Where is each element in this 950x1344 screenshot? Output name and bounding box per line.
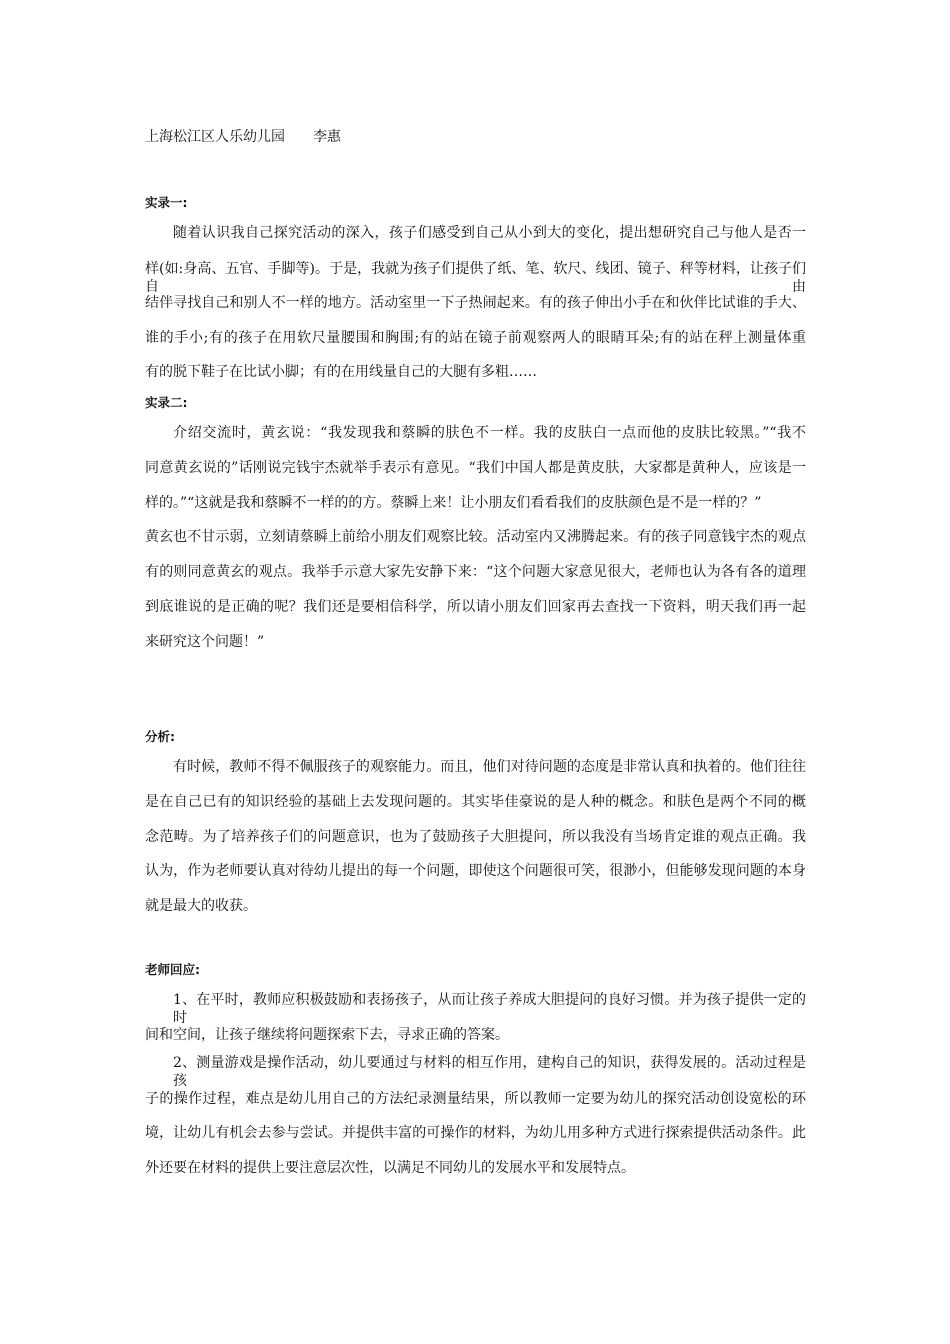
- analysis-line: 认为，作为老师要认真对待幼儿提出的每一个问题，即使这个问题很可笑，很渺小，但能够发现问题的本身: [145, 863, 806, 879]
- record2-line: 介绍交流时，黄玄说：“我发现我和蔡瞬的肤色不一样。我的皮肤白一点而他的皮肤比较黑。”“我不: [173, 425, 806, 441]
- response-heading: 老师回应:: [145, 962, 200, 977]
- analysis-line: 是在自己已有的知识经验的基础上去发现问题的。其实毕佳豪说的是人种的概念。和肤色是两个不同的概: [145, 794, 806, 810]
- response-line: 2、测量游戏是操作活动，幼儿要通过与材料的相互作用，建构自己的知识，获得发展的。活动过程是孩: [173, 1055, 806, 1089]
- response-line: 1、在平时，教师应积极鼓励和表扬孩子，从而让孩子养成大胆提问的良好习惯。并为孩子提供一定的时: [173, 992, 806, 1026]
- response-line: 子的操作过程，难点是幼儿用自己的方法纪录测量结果，所以教师一定要为幼儿的探究活动创设宽松的环: [145, 1091, 806, 1107]
- record1-line: 有的脱下鞋子在比试小脚；有的在用线量自己的大腿有多粗……: [145, 364, 537, 380]
- response-line: 境，让幼儿有机会去参与尝试。并提供丰富的可操作的材料，为幼儿用多种方式进行探索提供活动条件。此: [145, 1125, 806, 1141]
- record1-line: 结伴寻找自己和别人不一样的地方。活动室里一下子热闹起来。有的孩子伸出小手在和伙伴比试谁的手大、: [145, 295, 806, 311]
- record1-line: 随着认识我自己探究活动的深入，孩子们感受到自己从小到大的变化，提出想研究自己与他人是否一: [173, 225, 806, 241]
- record2-line: 到底谁说的是正确的呢？我们还是要相信科学，所以请小朋友们回家再去查找一下资料，明天我们再一起: [145, 599, 806, 615]
- record2-line: 样的。”“这就是我和蔡瞬不一样的的方。蔡瞬上来！让小朋友们看看我们的皮肤颜色是不是一样的？”: [145, 495, 762, 511]
- analysis-heading: 分析:: [145, 729, 175, 744]
- analysis-line: 就是最大的收获。: [145, 898, 257, 914]
- analysis-line: 有时候，教师不得不佩服孩子的观察能力。而且，他们对待问题的态度是非常认真和执着的。他们往往: [173, 759, 806, 775]
- record2-line: 黄玄也不甘示弱，立刻请蔡瞬上前给小朋友们观察比较。活动室内又沸腾起来。有的孩子同意钱宇杰的观点: [145, 529, 806, 545]
- record1-line: 样(如:身高、五官、手脚等)。于是，我就为孩子们提供了纸、笔、软尺、线团、镜子、秤等材料，让孩子们自由: [145, 261, 806, 295]
- record1-line: 谁的手小;有的孩子在用软尺量腰围和胸围;有的站在镜子前观察两人的眼睛耳朵;有的站在秤上测量体重: [145, 330, 806, 346]
- author-line: 上海松江区人乐幼儿园 李惠: [145, 129, 341, 145]
- record2-line: 有的则同意黄玄的观点。我举手示意大家先安静下来：“这个问题大家意见很大，老师也认为各有各的道理: [145, 564, 806, 580]
- record2-line: 来研究这个问题！”: [145, 634, 265, 650]
- record2-line: 同意黄玄说的”话刚说完钱宇杰就举手表示有意见。“我们中国人都是黄皮肤，大家都是黄种人，应该是一: [145, 460, 806, 476]
- record1-heading: 实录一:: [145, 195, 188, 210]
- response-line: 间和空间，让孩子继续将问题探索下去，寻求正确的答案。: [145, 1027, 509, 1043]
- response-line: 外还要在材料的提供上要注意层次性，以满足不同幼儿的发展水平和发展特点。: [145, 1160, 635, 1176]
- record2-heading: 实录二:: [145, 395, 188, 410]
- analysis-line: 念范畴。为了培养孩子们的问题意识，也为了鼓励孩子大胆提问，所以我没有当场肯定谁的观点正确。我: [145, 829, 806, 845]
